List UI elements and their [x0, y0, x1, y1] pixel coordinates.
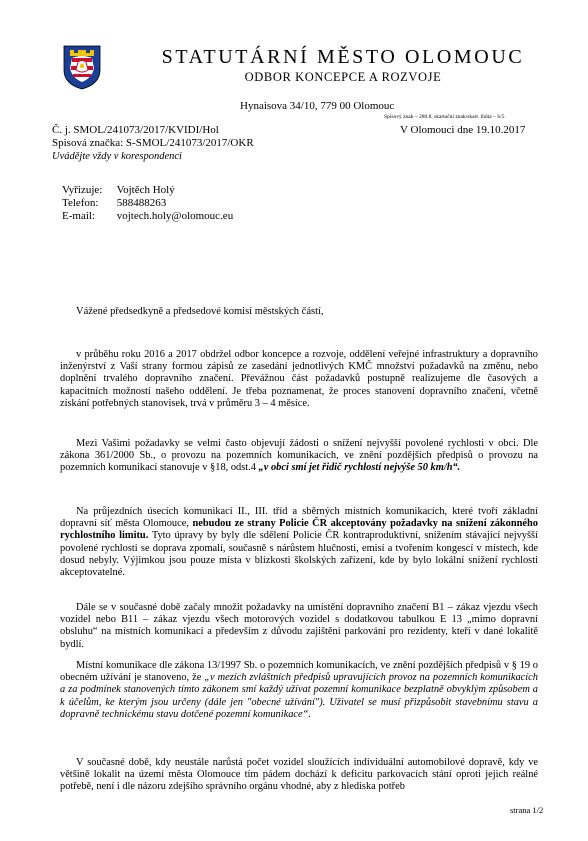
email-label: E-mail: [62, 210, 95, 222]
address: Hynaisova 34/10, 779 00 Olomouc [240, 100, 395, 112]
letter-date: V Olomouci dne 19.10.2017 [400, 124, 526, 136]
email-value[interactable]: vojtech.holy@olomouc.eu [116, 210, 234, 222]
department-subtitle: ODBOR KONCEPCE A ROZVOJE [244, 70, 442, 84]
paragraph-6: V současné době, kdy neustále narůstá počet vozidel sloužících individuální automobilové dopravě, kdy ve většině lokalit na území města Olomouce tím pádem dochází k deficitu parkovacích stání oproti jejich reálné potřebě, není i dle názoru zdejšího správního orgánu vhodné, aby z hlediska potřeb [60, 757, 538, 793]
paragraph-2-text: Mezi Vašimi požadavky se velmi často objevují žádosti o snížení nejvyšší povolené rychlosti v obci. Dle zákona 361/2000 Sb., o provozu na pozemních komunikacích, ve znění pozdějších předpisů o provozu na pozemních komunikací stanovuje v §18, odst.4 [60, 438, 538, 474]
contact-email [62, 210, 233, 223]
correspondence-note: Uvádějte vždy v korespondenci [52, 151, 182, 162]
shredding-note: Spisový znak – 280.8, skartační znak/skart. lhůta – S/5 [384, 114, 505, 120]
paragraph-5-quote: „v mezích zvláštních předpisů upravujících provoz na pozemních komunikacích a za podmínek stanovených tímto zákonem smí každý užívat pozemní komunikace bezplatně obvyklým způsobem a k účelům, ke kterým jsou určeny (dále jen "obecné užívání"). Uživatel se musí přizpůsobit stavebnímu stavu a dopravně technickému stavu dotčené pozemní komunikace“. [60, 672, 538, 720]
paragraph-3-text-a: Na průjezdních úsecích komunikací II., III. tříd a sběrných místních komunikacích, které tvoří základní dopravní síť města Olomouce, [60, 506, 538, 530]
olomouc-coat-of-arms-logo [62, 44, 102, 90]
paragraph-3-text-b: Tyto úpravy by byly dle sdělení Policie ČR kontraproduktivní, snížením stávající nejvyšší povolené rychlosti se doprava zpomalí, současně s nárůstem hlučnosti, emisí a tvořením kongescí v místech, kde dosud nebyly. Výjimkou jsou pouze místa v blízkosti školských zařízení, kde by bylo lokální snížení rychlosti akceptovatelné. [60, 530, 538, 579]
paragraph-3 [60, 506, 538, 579]
paragraph-3-bold: nebudou ze strany Policie ČR akceptovány požadavky na snížení zákonného rychlostního limitu. [60, 518, 539, 542]
paragraph-5-text: Místní komunikace dle zákona 13/1997 Sb. o pozemních komunikacích, ve znění pozdějších předpisů v § 19 o obecném užívání je stanoveno, že [60, 660, 538, 684]
salutation: Vážené předsedkyně a předsedové komisí městských částí, [76, 306, 324, 317]
contact-phone [62, 197, 166, 210]
handler-value: Vojtěch Holý [116, 184, 175, 196]
phone-value: 588488263 [116, 197, 167, 209]
paragraph-4: Dále se v současné době začaly množit požadavky na umístění dopravního značení B1 – zákaz vjezdu všech vozidel nebo B11 – zákaz vjezdu všech motorových vozidel s dodatkovou tabulkou E 13 „mimo dopravní obsluhu“ na místních komunikací a především z důvodu zajištění parkování pro rezidenty, kteří v dané lokalitě bydlí. [60, 602, 538, 650]
contact-handler [62, 184, 175, 197]
reference-number: Č. j. SMOL/241073/2017/KVIDI/Hol [52, 124, 219, 136]
file-mark: Spisová značka: S-SMOL/241073/2017/OKR [52, 137, 254, 149]
phone-label: Telefon: [62, 197, 99, 209]
paragraph-5 [60, 660, 538, 721]
paragraph-1: v průběhu roku 2016 a 2017 obdržel odbor koncepce a rozvoje, oddělení veřejné infrastruktury a dopravního inženýrství z Vaší strany formou zápisů ze zasedání jednotlivých KMČ množství požadavků na změnu, nebo doplnění trvalého dopravního značení. Převážnou část požadavků postupně realizujeme dle časových a kapacitních možností našeho oddělení. Je třeba poznamenat, že proces stanovení dopravního značení, včetně získání potřebných stanovisek, trvá v průměru 3 – 4 měsíce. [60, 349, 538, 409]
handler-label: Vyřizuje: [62, 184, 103, 196]
page-title: STATUTÁRNÍ MĚSTO OLOMOUC [161, 46, 525, 68]
paragraph-2 [60, 438, 538, 475]
page-number: strana 1/2 [510, 805, 544, 815]
paragraph-2-quote: „v obci smí jet řidič rychlostí nejvýše 50 km/h“. [258, 462, 461, 474]
